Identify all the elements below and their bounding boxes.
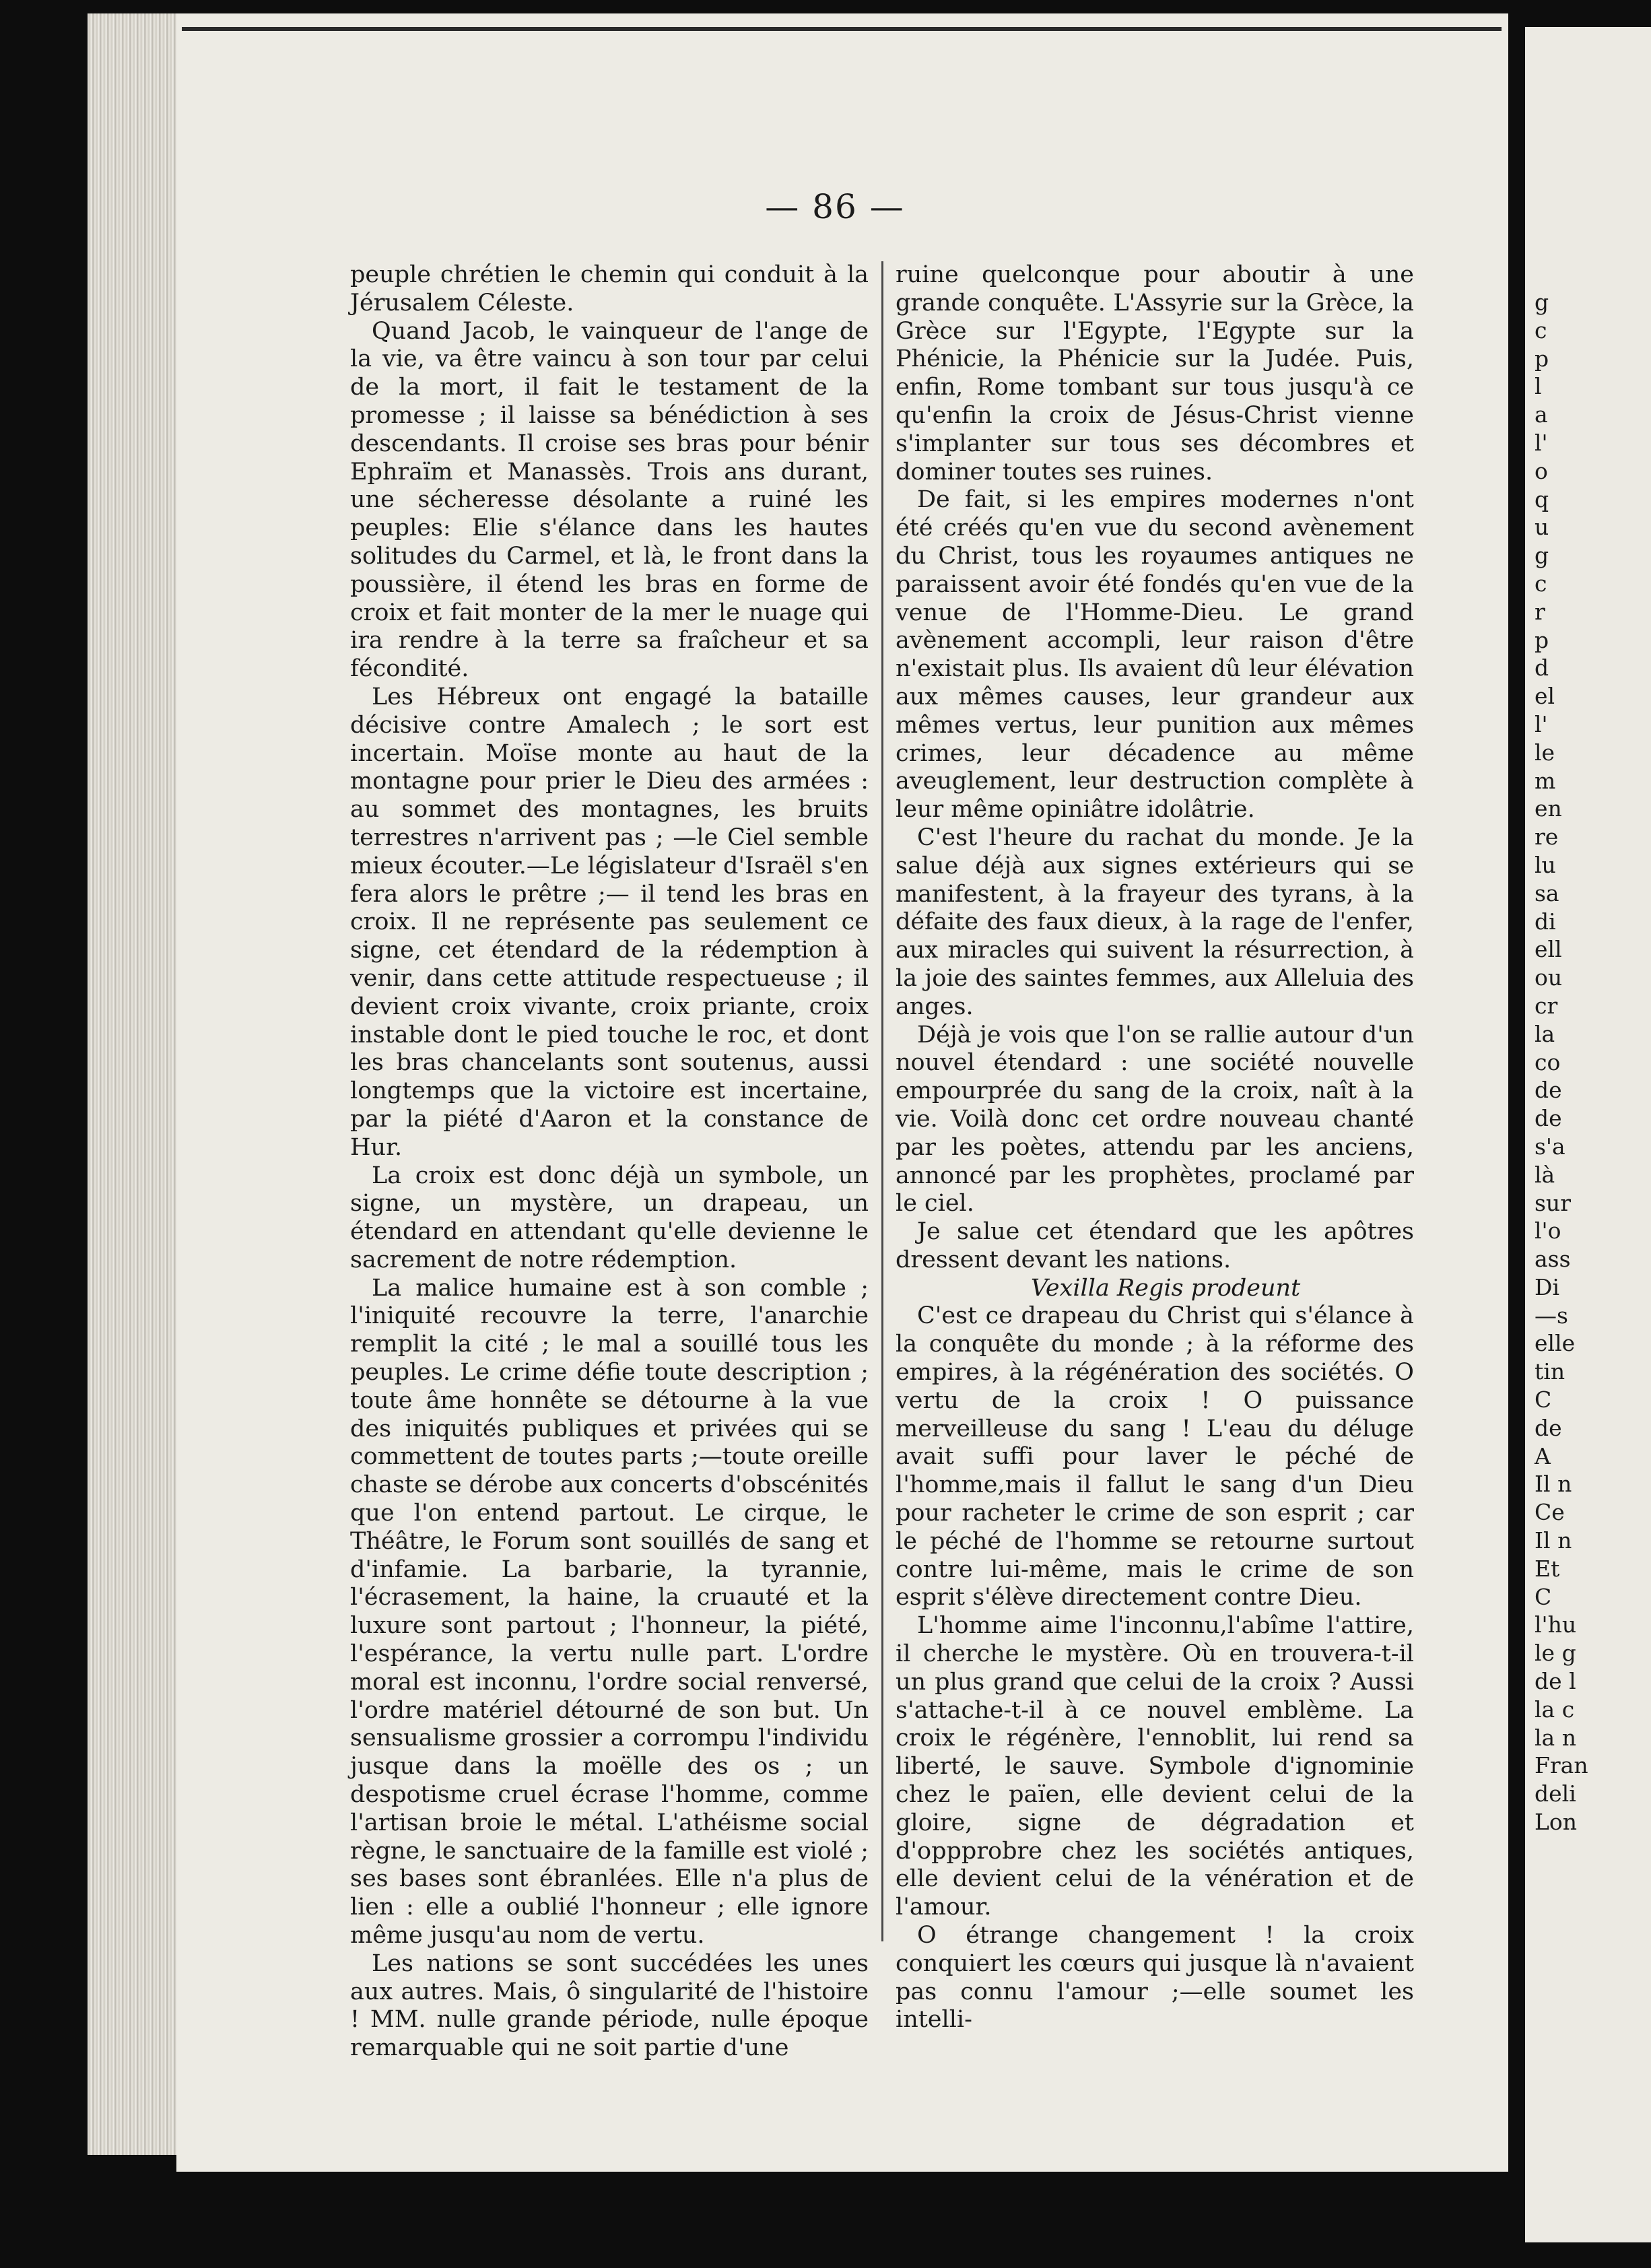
facing-page-fragment: o	[1535, 457, 1548, 484]
facing-page-fragment: g	[1535, 542, 1549, 569]
facing-page-fragment: lu	[1535, 851, 1556, 878]
facing-page-fragment: c	[1535, 316, 1547, 343]
paragraph: ruine quelconque pour aboutir à une grande conquête. L'Assyrie sur la Grèce, la Grèce sur l'Egypte, l'Egypte sur la Phénicie, la Phénicie sur la Judée. Puis, enfin, Rome tombant sur tous jusqu'à ce qu'enfin la croix de Jésus-Christ vienne s'implanter sur tous ses décombres et dominer toutes ses ruines.	[896, 261, 1414, 486]
facing-page-fragment: ou	[1535, 964, 1563, 991]
paragraph: L'homme aime l'inconnu,l'abîme l'attire, il cherche le mystère. Où en trouvera-t-il un plus grand que celui de la croix ? Aussi s'attache-t-il à ce nouvel emblème. La croix le régénère, l'ennoblit, lui rend sa liberté, le sauve. Symbole d'ignominie chez le païen, elle devient celui de la gloire, signe de dégradation et d'oppprobre chez les sociétés antiques, elle devient celui de la vénération et de l'amour.	[896, 1612, 1414, 1921]
book-page-edges	[88, 13, 182, 2155]
facing-page-fragment: de	[1535, 1414, 1562, 1441]
facing-page-fragment: c	[1535, 570, 1547, 597]
facing-page-text	[1535, 288, 1588, 1836]
facing-page-fragment: q	[1535, 486, 1549, 512]
facing-page-fragment: la n	[1535, 1724, 1576, 1751]
facing-page-fragment: u	[1535, 514, 1549, 541]
paragraph: La malice humaine est à son comble ; l'iniquité recouvre la terre, l'anarchie remplit la cité ; le mal a souillé tous les peuples. Le crime défie toute description ; toute âme honnête se détourne à la vue des iniquités publiques et privées qui se commettent de toutes parts ;—toute oreille chaste se dérobe aux concerts d'obscénités que l'on entend partout. Le cirque, le Théâtre, le Forum sont souillés de sang et d'infamie. La barbarie, la tyrannie, l'écrasement, la haine, la cruauté et la luxure sont partout ; l'honneur, la piété, l'espérance, la vertu nulle part. L'ordre moral est inconnu, l'ordre social renversé, l'ordre matériel détourné de son but. Un sensualisme grossier a corrompu l'individu jusque dans la moëlle des os ; un despotisme cruel écrase l'homme, comme l'artisan broie le métal. L'athéisme social règne, le sanctuaire de la famille est violé ; ses bases sont ébranlées. Elle n'a plus de lien : elle a oublié l'honneur ; elle ignore même jusqu'au nom de vertu.	[350, 1274, 869, 1949]
facing-page-fragment: l'	[1535, 710, 1548, 737]
facing-page-fragment: en	[1535, 795, 1562, 822]
facing-page-fragment: di	[1535, 908, 1556, 935]
paragraph: Déjà je vois que l'on se rallie autour d'un nouvel étendard : une société nouvelle empourprée du sang de la croix, naît à la vie. Voilà donc cet ordre nouveau chanté par les poètes, attendu par les anciens, annoncé par les prophètes, proclamé par le ciel.	[896, 1021, 1414, 1218]
facing-page-fragment: de	[1535, 1105, 1562, 1132]
facing-page-fragment: l	[1535, 373, 1542, 400]
facing-page-fragment: là	[1535, 1161, 1555, 1188]
paragraph: O étrange changement ! la croix conquiert les cœurs qui jusque là n'avaient pas connu l'amour ;—elle soumet les intelli-	[896, 1922, 1414, 2034]
facing-page-fragment: ass	[1535, 1246, 1571, 1273]
facing-page-fragment: sa	[1535, 879, 1559, 906]
paragraph: peuple chrétien le chemin qui conduit à la Jérusalem Céleste.	[350, 261, 869, 316]
facing-page-fragment: tin	[1535, 1358, 1565, 1385]
facing-page-fragment: Fran	[1535, 1752, 1588, 1779]
facing-page-fragment: C	[1535, 1583, 1552, 1610]
facing-page-fragment: r	[1535, 598, 1545, 625]
paragraph: Les nations se sont succédées les unes aux autres. Mais, ô singularité de l'histoire ! MM. nulle grande période, nulle époque remarquable qui ne soit partie d'une	[350, 1949, 869, 2062]
facing-page-fragment: Di	[1535, 1273, 1560, 1300]
facing-page-fragment: d	[1535, 655, 1549, 681]
page-number: — 86 —	[765, 187, 905, 226]
facing-page-fragment: de	[1535, 1077, 1562, 1104]
facing-page-fragment: C	[1535, 1387, 1552, 1413]
right-text-column	[896, 261, 1414, 2034]
facing-page-fragment: Ce	[1535, 1499, 1565, 1526]
facing-page-fragment: de l	[1535, 1668, 1576, 1695]
paragraph: C'est ce drapeau du Christ qui s'élance à la conquête du monde ; à la réforme des empires, à la régénération des sociétés. O vertu de la croix ! O puissance merveilleuse du sang ! L'eau du déluge avait suffi pour laver le péché de l'homme,mais il fallut le sang d'un Dieu pour racheter le crime de son esprit ; car le péché de l'homme se retourne surtout contre lui-même, mais le crime de son esprit s'élève directement contre Dieu.	[896, 1302, 1414, 1611]
facing-page-fragment: ell	[1535, 936, 1562, 963]
facing-page-fragment: m	[1535, 767, 1556, 794]
facing-page-fragment: p	[1535, 345, 1549, 372]
facing-page-fragment: le	[1535, 739, 1555, 766]
facing-page-fragment: l'o	[1535, 1218, 1561, 1244]
paragraph: La croix est donc déjà un symbole, un signe, un mystère, un drapeau, un étendard en attendant qu'elle devienne le sacrement de notre rédemption.	[350, 1162, 869, 1273]
column-divider	[881, 261, 883, 1941]
facing-page-fragment: re	[1535, 824, 1559, 850]
facing-page-fragment: l'	[1535, 429, 1548, 456]
left-text-column	[350, 261, 869, 2063]
section-heading: Vexilla Regis prodeunt	[1030, 1274, 1301, 1302]
facing-page-fragment: l'hu	[1535, 1611, 1577, 1638]
facing-page-fragment: la c	[1535, 1696, 1575, 1723]
facing-page-fragment: elle	[1535, 1330, 1576, 1357]
facing-page-fragment: a	[1535, 401, 1548, 428]
paragraph: C'est l'heure du rachat du monde. Je la salue déjà aux signes extérieurs qui se manifestent, à la frayeur des tyrans, à la défaite des faux dieux, à la rage de l'enfer, aux miracles qui suivent la résurrection, à la joie des saintes femmes, aux Alleluia des anges.	[896, 824, 1414, 1020]
facing-page-fragment: —s	[1535, 1302, 1568, 1329]
facing-page-fragment: la	[1535, 1020, 1555, 1047]
facing-page-fragment: Lon	[1535, 1809, 1578, 1836]
paragraph: Quand Jacob, le vainqueur de l'ange de la vie, va être vaincu à son tour par celui de la mort, il fait le testament de la promesse ; il laisse sa bénédiction à ses descendants. Il croise ses bras pour bénir Ephraïm et Manassès. Trois ans durant, une sécheresse désolante a ruiné les peuples: Elie s'élance dans les hautes solitudes du Carmel, et là, le front dans la poussière, il étend les bras en forme de croix et fait monter de la mer le nuage qui ira rendre à la terre sa fraîcheur et sa fécondité.	[350, 317, 869, 683]
facing-page-fragment: cr	[1535, 992, 1558, 1019]
facing-page-fragment: sur	[1535, 1189, 1571, 1216]
facing-page-fragment: deli	[1535, 1780, 1576, 1807]
paragraph: Je salue cet étendard que les apôtres dressent devant les nations.	[896, 1218, 1414, 1273]
facing-page-fragment: Et	[1535, 1555, 1560, 1582]
paragraph: De fait, si les empires modernes n'ont été créés qu'en vue du second avènement du Christ, tous les royaumes antiques ne paraissent avoir été fondés qu'en vue de la venue de l'Homme-Dieu. Le grand avènement accompli, leur raison d'être n'existait plus. Ils avaient dû leur élévation aux mêmes causes, leur grandeur aux mêmes vertus, leur punition aux mêmes crimes, leur décadence au même aveuglement, leur destruction complète à leur même opiniâtre idolâtrie.	[896, 486, 1414, 824]
facing-page-fragment: el	[1535, 683, 1555, 710]
paragraph: Les Hébreux ont engagé la bataille décisive contre Amalech ; le sort est incertain. Moïse monte au haut de la montagne pour prier le Dieu des armées : au sommet des montagnes, les bruits terrestres n'arrivent pas ; —le Ciel semble mieux écouter.—Le législateur d'Israël s'en fera alors le prêtre ;— il tend les bras en croix. Il ne représente pas seulement ce signe, cet étendard de la rédemption à venir, dans cette attitude respectueuse ; il devient croix vivante, croix priante, croix instable dont le pied touche le roc, et dont les bras chancelants sont soutenus, aussi longtemps que la victoire est incertaine, par la piété d'Aaron et la constance de Hur.	[350, 683, 869, 1161]
facing-page-fragment: A	[1535, 1442, 1551, 1469]
facing-page-fragment: Il n	[1535, 1471, 1572, 1498]
facing-page	[1525, 27, 1651, 2242]
facing-page-fragment: co	[1535, 1048, 1561, 1075]
top-shadow-line	[182, 27, 1502, 31]
facing-page-fragment: p	[1535, 626, 1549, 653]
facing-page-fragment: le g	[1535, 1640, 1576, 1667]
facing-page-fragment: Il n	[1535, 1527, 1572, 1554]
facing-page-fragment: s'a	[1535, 1133, 1565, 1160]
facing-page-fragment: g	[1535, 289, 1549, 315]
